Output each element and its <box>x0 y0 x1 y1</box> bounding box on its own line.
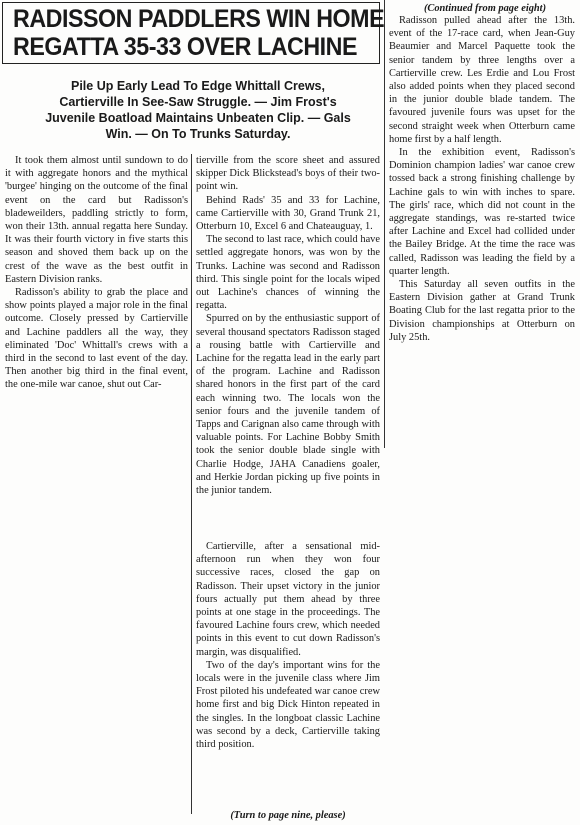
paragraph: In the exhibition event, Radisson's Dominion champion ladies' war canoe crew tossed back a strong finishing challenge by Lachine gals to win with inches to spare. The girls' race, which did not count in the aggregate standings, was re-started twice after Lachine and Excel had collided under the Bailey Bridge. At the time the race was called, Radisson was leading the field by a quarter length. <box>389 147 575 277</box>
headline-box <box>2 2 385 64</box>
jump-line-turn-to: (Turn to page nine, please) <box>230 810 346 821</box>
paragraph: Cartierville, after a sensational mid-afternoon run when they won four successive races, closed the gap on Radisson. Their upset victory in the junior fours actually put them ahead by three points at one stage in the proceedings. The favoured Lachine fours crew, which needed points in this event to cut down Radisson's margin, was disqualified. <box>196 541 380 658</box>
paragraph: Radisson's ability to grab the place and show points played a major role in the final outcome. Closely pressed by Cartierville and Lachine paddlers all the way, they eliminated 'Doc' Whittall's crews with a third in the second to last event of the day. Then another big third in the final event, the one-mile war canoe, shut out Car- <box>5 287 188 391</box>
column-rule <box>191 154 192 814</box>
paragraph: tierville from the score sheet and assured skipper Dick Blickstead's boys of their two-point win. <box>196 155 380 193</box>
subheadline-deck: Pile Up Early Lead To Edge Whittall Crews, Cartierville In See-Saw Struggle. — Jim Frost's Juvenile Boatload Maintains Unbeaten Clip. — Gals Win. — On To Trunks Saturday. <box>45 79 351 141</box>
paragraph: Spurred on by the enthusiastic support of several thousand spectators Radisson staged a rousing battle with Cartierville and Lachine for the regatta lead in the early part of the program. Lachine and Radisson shared honors in the first part of the card each winning two. The locals won the senior fours and the juvenile tandem of Tapps and Carignan also came through with valuable points. For Lachine Bobby Smith took the senior double blade single with Charlie Hodge, JAHA Canadiens goaler, and Herkie Jordan picking up five points in the junior tandem. <box>196 313 380 497</box>
article-column-2 <box>196 154 380 497</box>
article-column-continued <box>389 14 575 344</box>
paragraph: Two of the day's important wins for the locals were in the juvenile class where Jim Frost piloted his undefeated war canoe crew home first and big Dick Hinton repeated in the singles. In the longboat classic Lachine was second by a deck, Cartierville taking third position. <box>196 659 380 751</box>
headline-line-2: REGATTA 35-33 OVER LACHINE <box>13 33 358 61</box>
headline-line-1: RADISSON PADDLERS WIN HOME <box>13 5 385 33</box>
column-rule <box>384 0 385 448</box>
article-column-1 <box>5 154 188 392</box>
jump-line-continued-from: (Continued from page eight) <box>423 3 547 14</box>
paragraph: The second to last race, which could have settled aggregate honors, was won by the Trunks. Lachine was second and Radisson third. This single point for the locals wiped out Lachine's chances of winning the regatta. <box>196 234 380 312</box>
article-column-3 <box>196 540 380 751</box>
paragraph: It took them almost until sundown to do it with aggregate honors and the mythical 'burgee' hinging on the outcome of the final event on the card but Radisson's bladeweilders, paddling strictly to form, won their 13th. annual regatta here Sunday. It was their fourth victory in five starts this season and shoved them back up on the crest of the wave as the best outfit in Eastern Division ranks. <box>5 155 188 285</box>
paragraph: Behind Rads' 35 and 33 for Lachine, came Cartierville with 30, Grand Trunk 21, Otterburn 10, Excel 6 and Chateauguay, 1. <box>196 194 380 233</box>
headline <box>13 5 385 61</box>
paragraph: Radisson pulled ahead after the 13th. event of the 17-race card, when Jean-Guy Beaumier and Marcel Paquette took the senior tandem by three lengths over a Cartierville crew. Les Erdie and Lou Frost also added points when they placed second in the junior double blade tandem. The favoured juvenile fours was upset for the second straight week when Otterburn came home first by a half length. <box>389 15 575 145</box>
paragraph: This Saturday all seven outfits in the Eastern Division gather at Grand Trunk Boating Club for the last regatta prior to the Division championships at Otterburn on July 25th. <box>389 279 575 343</box>
